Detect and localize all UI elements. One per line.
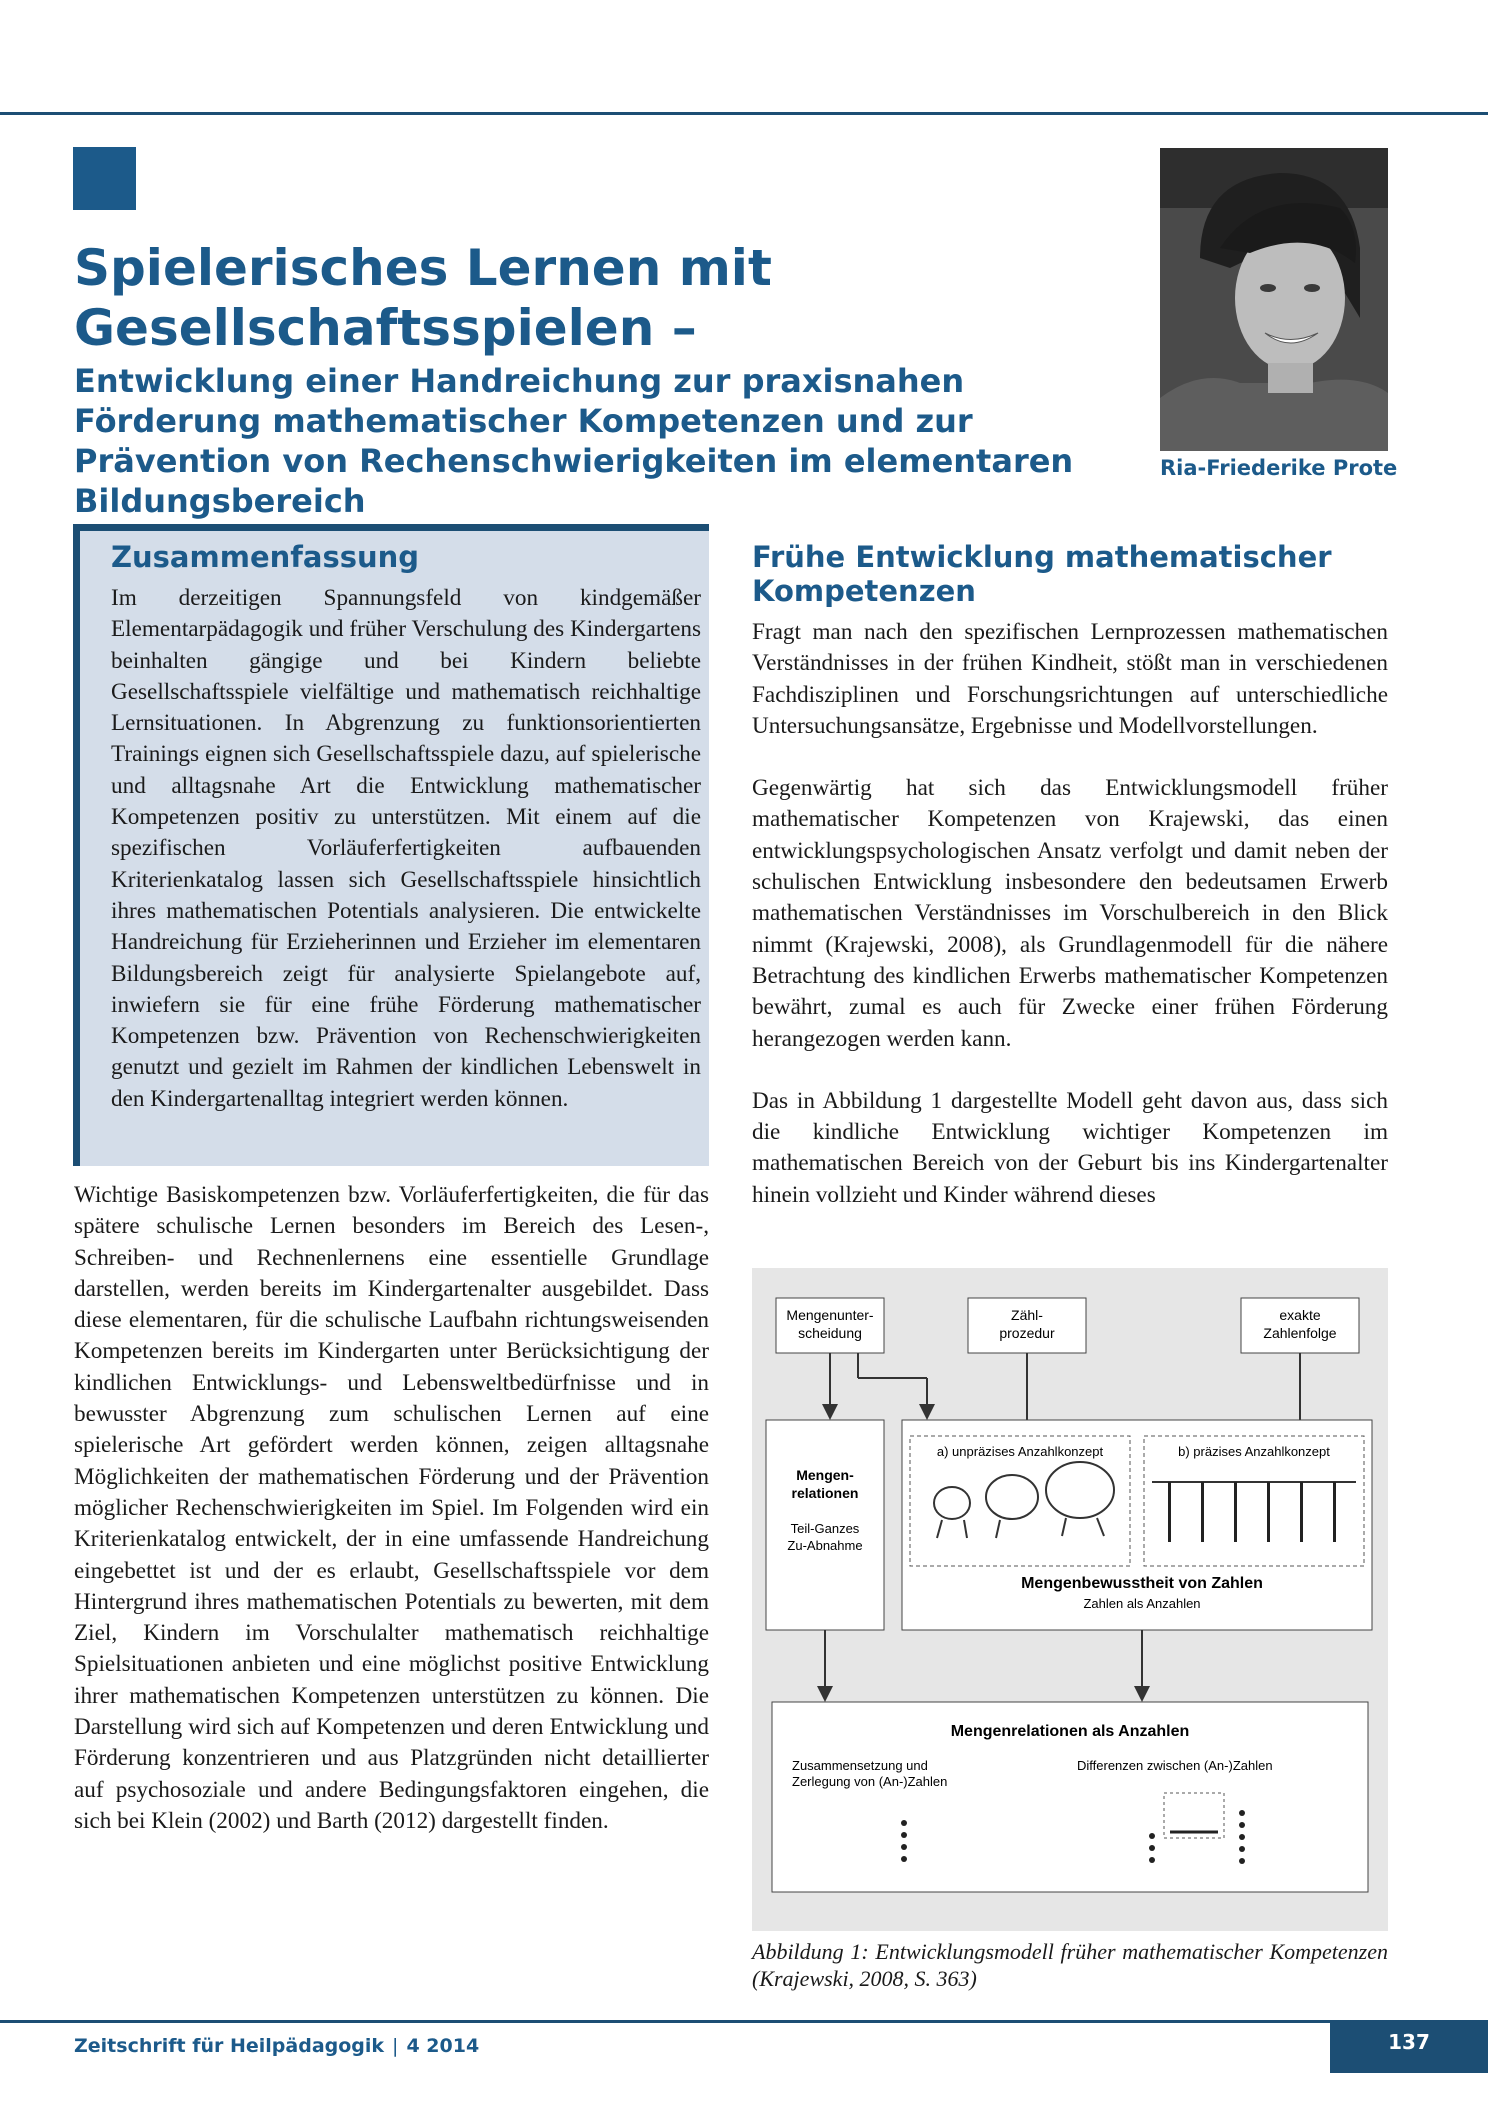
section-heading: Frühe Entwicklung mathematischer Kompetenzen [752, 540, 1332, 608]
author-name: Ria-Friederike Prote [1160, 456, 1398, 480]
box1-label-1: Mengenunter- [786, 1307, 874, 1323]
box2-label-2: prozedur [999, 1325, 1055, 1341]
author-photo [1160, 148, 1388, 451]
level2-title: Mengenbewusstheit von Zahlen [1021, 1575, 1263, 1592]
footer [74, 2035, 479, 2057]
a-concept-label: a) unpräzises Anzahlkonzept [936, 1444, 1104, 1459]
paragraph: Fragt man nach den spezifischen Lernprozessen mathematischen Verständnisses in der frühen Kindheit, stößt man in verschiedenen Fachdisziplinen und Forschungsrichtungen auf unterschiedliche Untersuchungsansätze, Ergebnisse und Modellvorstellungen. [752, 619, 1388, 739]
rel-label-1: Mengen- [796, 1467, 854, 1483]
box2-label-1: Zähl- [1011, 1307, 1043, 1323]
paragraph: Das in Abbildung 1 dargestellte Modell geht davon aus, dass sich die kindliche Entwicklung wichtiger Kompetenzen im mathematischen Bereich von der Geburt bis ins Kindergartenalter hinein vollzieht und Kinder während dieses [752, 1087, 1388, 1208]
box1-label-2: scheidung [798, 1325, 862, 1341]
box3-label-1: exakte [1279, 1307, 1321, 1323]
summary-heading: Zusammenfassung [111, 540, 420, 574]
b-concept-label: b) präzises Anzahlkonzept [1178, 1444, 1330, 1459]
section-marker [73, 147, 136, 210]
box3-label-2: Zahlenfolge [1263, 1325, 1337, 1341]
summary-text: Im derzeitigen Spannungsfeld von kindgemäßer Elementarpädagogik und früher Verschulung des Kindergartens beinhalten gängige und bei Kindern beliebte Gesellschaftsspiele vielfältige und mathematisch reichhaltige Lernsituationen. In Abgrenzung zu funktionsorientierten Trainings eignen sich Gesellschaftsspiele dazu, auf spielerische und alltagsnahe Art die Entwicklung mathematischer Kompetenzen positiv zu unterstützen. Mit einem auf die spezifischen Vorläuferfertigkeiten aufbauenden Kriterienkatalog lassen sich Gesellschaftsspiele hinsichtlich ihres mathematischen Potentials analysieren. Die entwickelte Handreichung für Erzieherinnen und Erzieher im elementaren Bildungsbereich zeigt für analysierte Spielangebote auf, inwiefern sie für eine frühe Förderung mathematischer Kompetenzen bzw. Prävention von Rechenschwierigkeiten genutzt und gezielt im Rahmen der kindlichen Lebenswelt in den Kindergartenalltag integriert werden können. [111, 585, 701, 1112]
level3-title: Mengenrelationen als Anzahlen [950, 1723, 1190, 1740]
article-title: Spielerisches Lernen mit Gesellschaftsspielen – [74, 239, 772, 357]
bottom-rule [0, 2020, 1488, 2023]
article-subtitle: Entwicklung einer Handreichung zur praxisnahen Förderung mathematischer Kompetenzen und zur Prävention von Rechenschwierigkeiten im elementaren Bildungsbereich [74, 362, 1074, 520]
footer-separator: | [392, 2035, 399, 2057]
level2-subtitle: Zahlen als Anzahlen [1083, 1596, 1201, 1611]
rel-label-2: relationen [791, 1485, 859, 1501]
level3-right: Differenzen zwischen (An-)Zahlen [1077, 1758, 1273, 1773]
figure-caption: Abbildung 1: Entwicklungsmodell früher mathematischer Kompetenzen (Krajewski, 2008, S. 363) [752, 1939, 1388, 1991]
right-body-text [752, 617, 1388, 1211]
paragraph: Gegenwärtig hat sich das Entwicklungsmodell früher mathematischer Kompetenzen von Krajewski, das einen entwicklungspsychologischen Ansatz verfolgt und damit neben der schulischen Entwicklung insbesondere den bedeutsamen Erwerb mathematischen Verständnisses im Vorschulbereich in den Blick nimmt (Krajewski, 2008), als Grundlagenmodell für die nähere Betrachtung des kindlichen Erwerbs mathematischer Kompetenzen bewährt, zumal es auch für Zwecke einer frühen Förderung herangezogen werden kann. [752, 775, 1388, 1052]
figure-diagram [752, 1268, 1388, 1931]
level3-left-2: Zerlegung von (An-)Zahlen [792, 1774, 948, 1789]
issue: 4 2014 [406, 2035, 480, 2057]
rel-label-3: Teil-Ganzes [790, 1521, 860, 1536]
top-rule [0, 112, 1488, 115]
left-body-text: Wichtige Basiskompetenzen bzw. Vorläuferfertigkeiten, die für das spätere schulische Lernen besonders im Bereich des Lesen-, Schreiben- und Rechnenlernens eine essentielle Grundlage darstellen, werden bereits im Kindergartenalter ausgebildet. Dass diese elementaren, für die schulische Laufbahn richtungsweisenden Kompetenzen bereits im Kindergarten unter Berücksichtigung der kindlichen Entwicklungs- und Lebensweltbedürfnisse und in bewusster Abgrenzung zum schulischen Lernen auf eine spielerische Art gefördert werden können, zeigen alltagsnahe Möglichkeiten der mathematischen Förderung und der Prävention möglicher Rechenschwierigkeiten im Spiel. Im Folgenden wird ein Kriterienkatalog entwickelt, der in eine umfassende Handreichung eingebettet ist und der es erlaubt, Gesellschaftsspiele vor dem Hintergrund ihres mathematischen Potentials zu bewerten, mit dem Ziel, Kindern im Vorschulalter mathematisch reichhaltige Spielsituationen anbieten und eine möglichst positive Entwicklung ihrer mathematischen Kompetenzen unterstützen zu können. Die Darstellung wird sich auf Kompetenzen und deren Entwicklung und Förderung konzentrieren und aus Platzgründen nicht detaillierter auf psychosoziale und andere Bedingungsfaktoren eingehen, die sich bei Klein (2002) und Barth (2012) dargestellt finden. [74, 1182, 709, 1834]
rel-label-4: Zu-Abnahme [787, 1538, 863, 1553]
level3-left-1: Zusammensetzung und [792, 1758, 928, 1773]
page-number: 137 [1330, 2023, 1488, 2073]
journal-name: Zeitschrift für Heilpädagogik [74, 2035, 385, 2057]
